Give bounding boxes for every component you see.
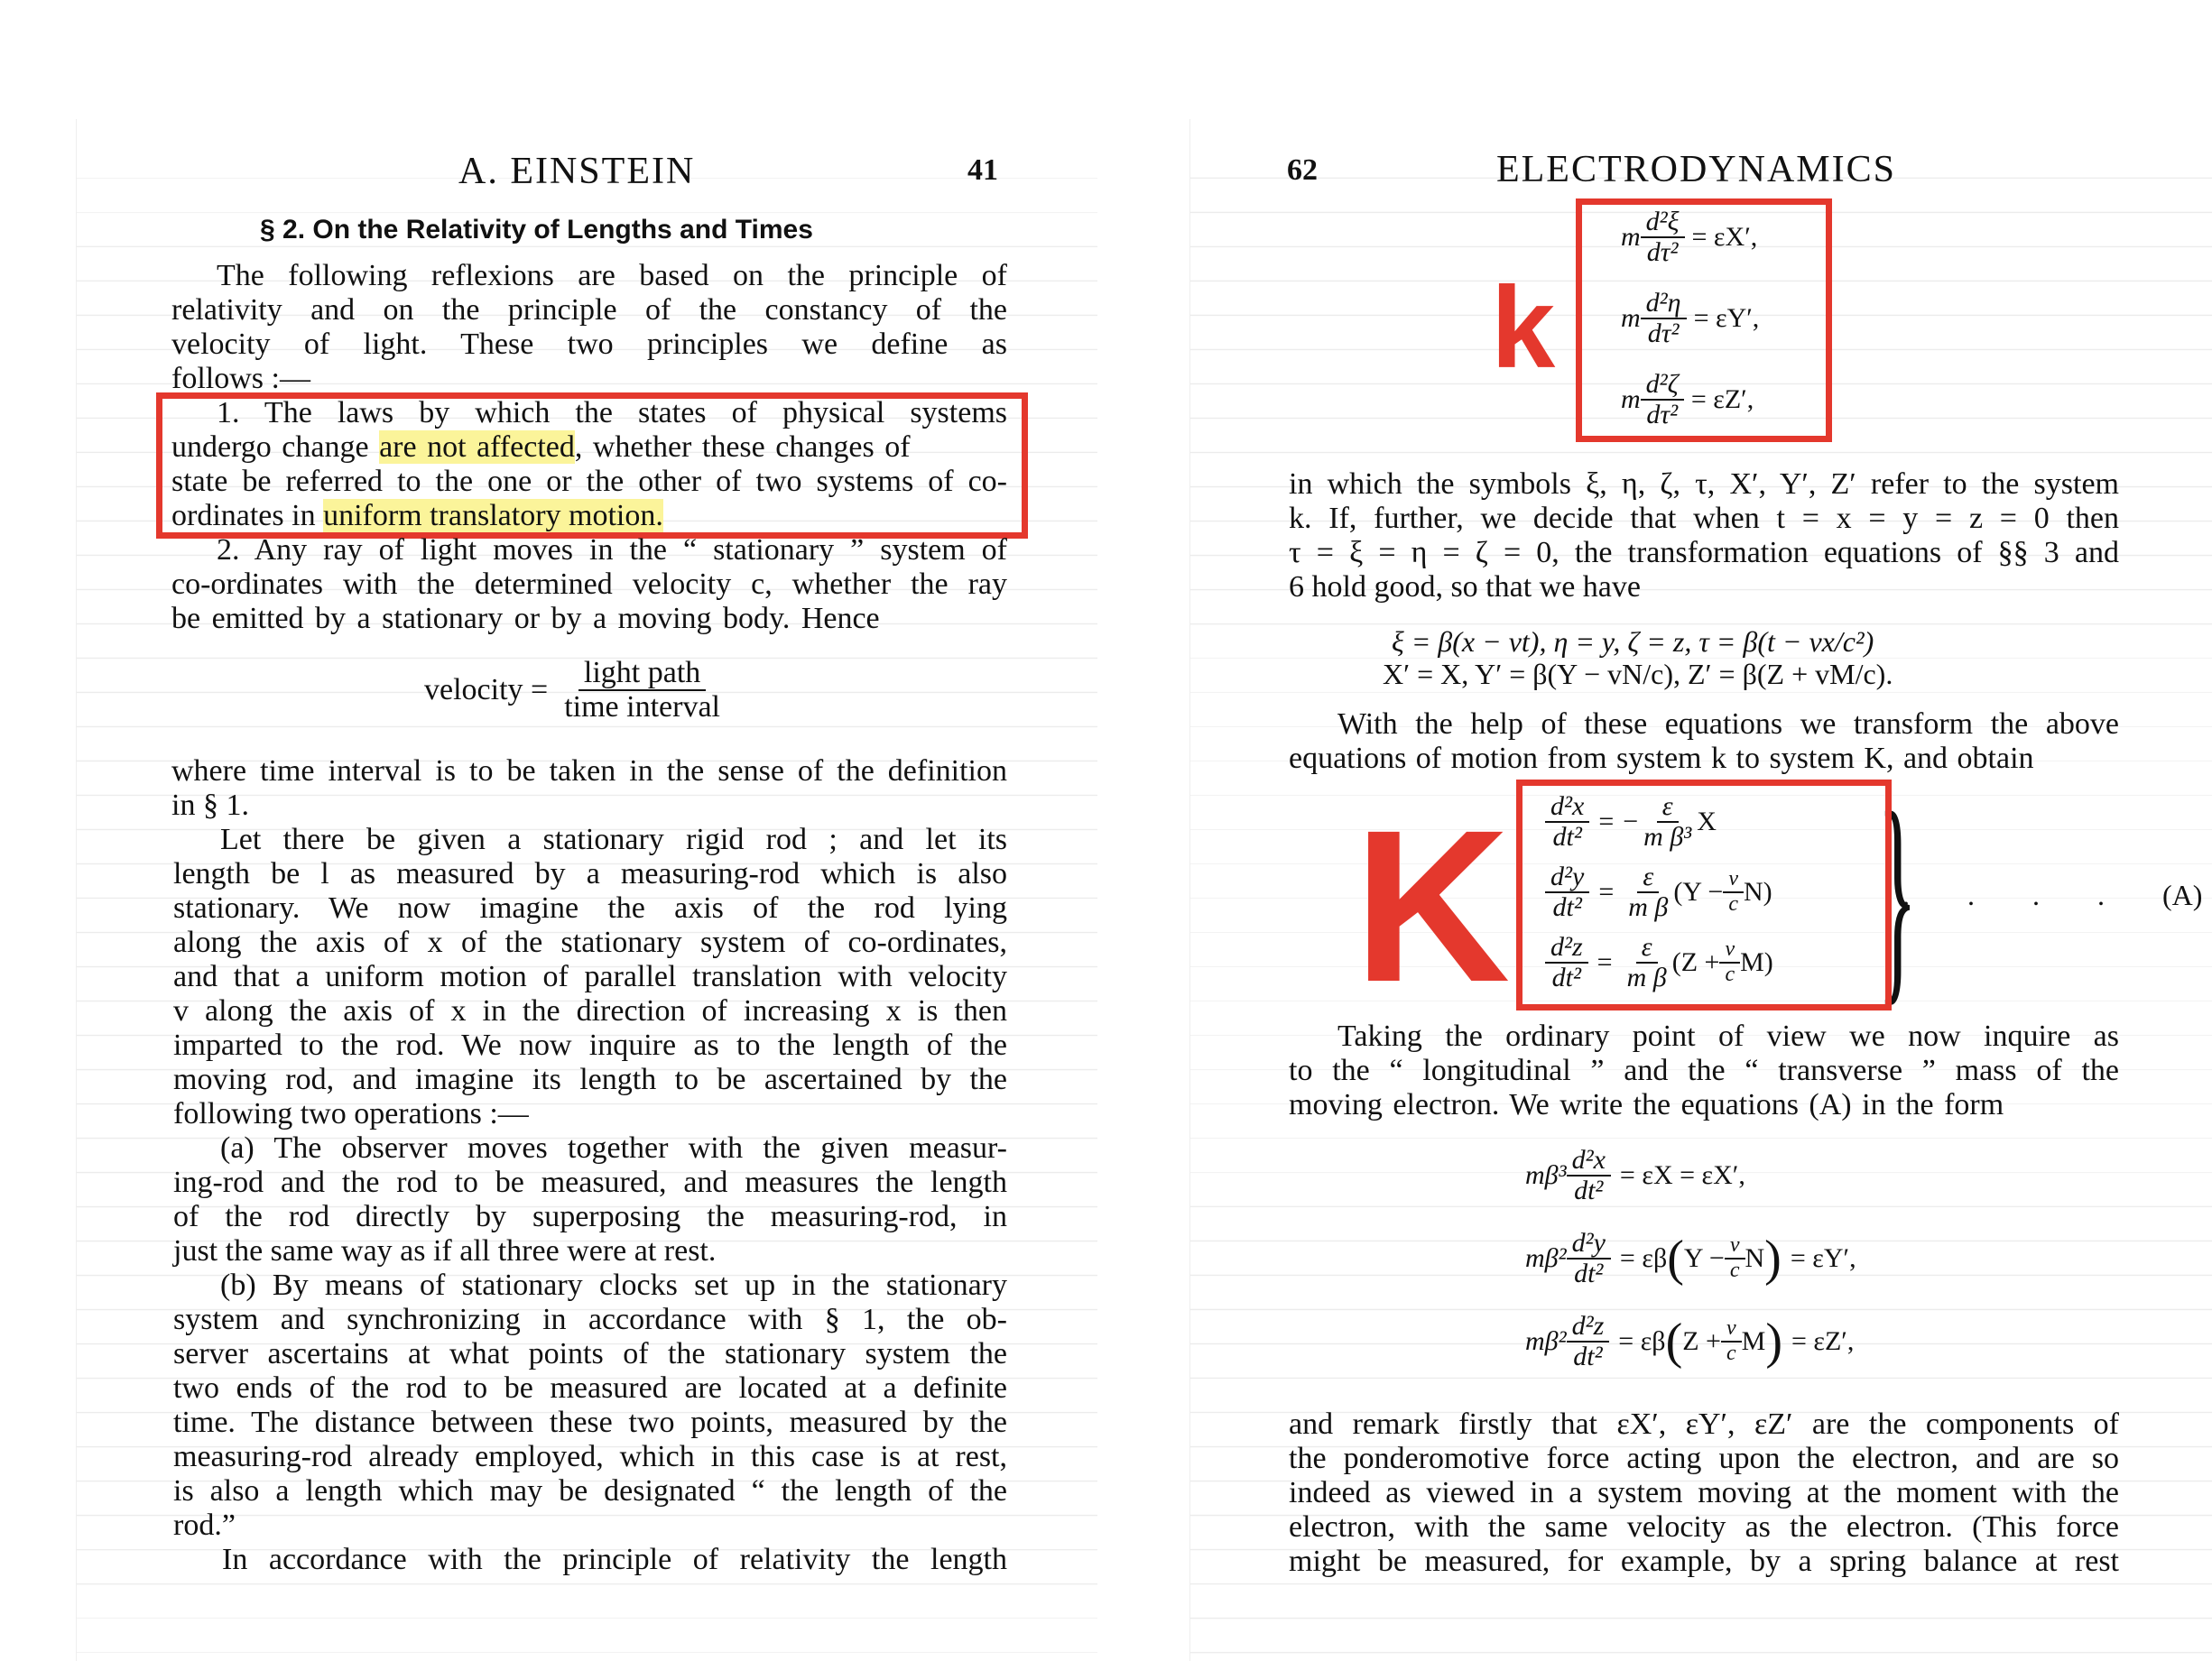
- highlight-uniform-motion: uniform translatory motion.: [323, 499, 663, 532]
- intro-line: The following reflexions are based on the principle of: [217, 259, 1007, 292]
- K-equations-annotation-box: [1516, 780, 1892, 1010]
- para2-line: With the help of these equations we transform the above: [1337, 707, 2119, 741]
- op-a-line: of the rod directly by superposing the measuring-rod, in: [173, 1200, 1007, 1233]
- rod-para-line: and that a uniform motion of parallel translation with velocity: [173, 960, 1007, 993]
- op-b-line: time. The distance between these two points, measured by the: [173, 1406, 1007, 1439]
- equation-brace: }: [1877, 765, 1918, 1025]
- equation-label: . . . . (A): [1902, 879, 2203, 911]
- text-line: where time interval is to be taken in the sense of the definition: [171, 754, 1007, 788]
- rod-para-line: Let there be given a stationary rigid rod ; and let its: [220, 823, 1007, 856]
- right-page-number: 62: [1287, 153, 1318, 187]
- op-b-line: is also a length which may be designated “ the length of the: [173, 1474, 1007, 1508]
- K-equation: $\frac{\text{d²x}}{\text{dt²}}$ = − $\frac{\varepsilon}{\text{m β³}}$ X: [1545, 792, 1717, 851]
- op-b-line: rod.”: [173, 1509, 236, 1542]
- para1-line: in which the symbols ξ, η, ζ, τ, X′, Y′, Z′ refer to the system: [1289, 467, 2119, 501]
- k-equation: m $\frac{\text{d²η}}{\text{dτ²}}$ = εY′,: [1621, 288, 1760, 348]
- op-b-line: two ends of the rod to be measured are located at a definite: [173, 1371, 1007, 1405]
- rod-para-line: moving rod, and imagine its length to be ascertained by the: [173, 1063, 1007, 1096]
- para2-line: equations of motion from system k to system K, and obtain: [1289, 742, 2034, 775]
- transform-equation: ξ = β(x − vt), η = y, ζ = z, τ = β(t − vx/c²): [1392, 625, 1874, 658]
- intro-line: relativity and on the principle of the constancy of the: [171, 293, 1007, 327]
- rod-para-line: v along the axis of x in the direction of increasing x is then: [173, 994, 1007, 1028]
- rod-para-line: following two operations :—: [173, 1097, 529, 1130]
- velocity-denominator: time interval: [564, 689, 720, 724]
- op-b-line: system and synchronizing in accordance with § 1, the ob-: [173, 1303, 1007, 1336]
- k-equation: m $\frac{\text{d²ζ}}{\text{dτ²}}$ = εZ′,: [1621, 369, 1754, 429]
- para1-line: τ = ξ = η = ζ = 0, the transformation equations of §§ 3 and: [1289, 536, 2119, 569]
- intro-line: follows :—: [171, 362, 310, 395]
- mass-equation: mβ² $\frac{\text{d²z}}{\text{dt²}}$ = εβ ( Z + $\frac{v}{c}$ M ) = εZ′,: [1525, 1311, 1855, 1371]
- rod-para-line: length be l as measured by a measuring-rod which is also: [173, 857, 1007, 890]
- principle1-line: 1. The laws by which the states of physical systems: [217, 396, 1007, 429]
- principle1-line: ordinates in uniform translatory motion.: [171, 499, 663, 532]
- para4-line: indeed as viewed in a system moving at the moment with the: [1289, 1476, 2119, 1509]
- transform-equation: X′ = X, Y′ = β(Y − vN/c), Z′ = β(Z + vM/c).: [1383, 658, 1893, 690]
- op-a-line: (a) The observer moves together with the given measur-: [220, 1131, 1007, 1165]
- rod-para-line: along the axis of x of the stationary system of co-ordinates,: [173, 926, 1007, 959]
- section-title: § 2. On the Relativity of Lengths and Times: [260, 215, 813, 245]
- k-equations-annotation-box: [1576, 198, 1832, 442]
- para4-line: electron, with the same velocity as the electron. (This force: [1289, 1510, 2119, 1544]
- text-line: In accordance with the principle of relativity the length: [222, 1543, 1007, 1576]
- op-a-line: ing-rod and the rod to be measured, and measures the length: [173, 1166, 1007, 1199]
- page-gutter: [1097, 119, 1189, 1661]
- text-line: in § 1.: [171, 789, 249, 822]
- principle2-line: co-ordinates with the determined velocity c, whether the ray: [171, 568, 1007, 601]
- velocity-numerator: light path: [578, 657, 706, 691]
- left-page-header: A. EINSTEIN: [458, 151, 696, 192]
- para3-line: moving electron. We write the equations (A) in the form: [1289, 1088, 2004, 1121]
- op-a-line: just the same way as if all three were at rest.: [173, 1234, 717, 1268]
- mass-equation: mβ² $\frac{\text{d²y}}{\text{dt²}}$ = εβ ( Y − $\frac{v}{c}$ N ) = εY′,: [1525, 1228, 1856, 1288]
- op-b-line: measuring-rod already employed, which in this case is at rest,: [173, 1440, 1007, 1473]
- para3-line: Taking the ordinary point of view we now inquire as: [1337, 1020, 2119, 1053]
- mass-equation: mβ³ $\frac{\text{d²x}}{\text{dt²}}$ = εX = εX′,: [1525, 1145, 1745, 1205]
- principle2-line: 2. Any ray of light moves in the “ stationary ” system of: [217, 533, 1007, 567]
- op-b-line: (b) By means of stationary clocks set up in the stationary: [220, 1269, 1007, 1302]
- left-page-number: 41: [967, 153, 998, 187]
- rod-para-line: stationary. We now imagine the axis of the rod lying: [173, 891, 1007, 925]
- label-small-k: k: [1491, 263, 1556, 392]
- intro-line: velocity of light. These two principles we define as: [171, 328, 1007, 361]
- principle1-annotation-box: [156, 392, 1028, 539]
- velocity-equation: velocity = $\frac{\text{light path}}{\text{time interval}}$: [424, 657, 726, 723]
- principle1-line: state be referred to the one or the other of two systems of co-: [171, 465, 1007, 498]
- label-big-k: K: [1354, 785, 1511, 1027]
- para1-line: 6 hold good, so that we have: [1289, 570, 1641, 604]
- para3-line: to the “ longitudinal ” and the “ transverse ” mass of the: [1289, 1054, 2119, 1087]
- K-equation: $\frac{\text{d²y}}{\text{dt²}}$ = $\frac{\varepsilon}{\text{m β}}$ (Y − $\frac{v}{c}$ N): [1545, 863, 1772, 921]
- rod-para-line: imparted to the rod. We now inquire as to the length of the: [173, 1029, 1007, 1062]
- highlight-not-affected: are not affected: [379, 430, 575, 464]
- principle1-line: undergo change are not affected, whether these changes of: [171, 430, 911, 464]
- para1-line: k. If, further, we decide that when t = x = y = z = 0 then: [1289, 502, 2119, 535]
- para4-line: and remark firstly that εX′, εY′, εZ′ are the components of: [1289, 1407, 2119, 1441]
- para4-line: might be measured, for example, by a spring balance at rest: [1289, 1545, 2119, 1578]
- K-equation: $\frac{\text{d²z}}{\text{dt²}}$ = $\frac{\varepsilon}{\text{m β}}$ (Z + $\frac{v}{c}$ M): [1545, 933, 1773, 992]
- k-equation: m $\frac{\text{d²ξ}}{\text{dτ²}}$ = εX′,: [1621, 207, 1758, 267]
- para4-line: the ponderomotive force acting upon the electron, and are so: [1289, 1442, 2119, 1475]
- principle2-line: be emitted by a stationary or by a moving body. Hence: [171, 602, 880, 635]
- op-b-line: server ascertains at what points of the stationary system the: [173, 1337, 1007, 1370]
- right-page-header: ELECTRODYNAMICS: [1496, 149, 1897, 190]
